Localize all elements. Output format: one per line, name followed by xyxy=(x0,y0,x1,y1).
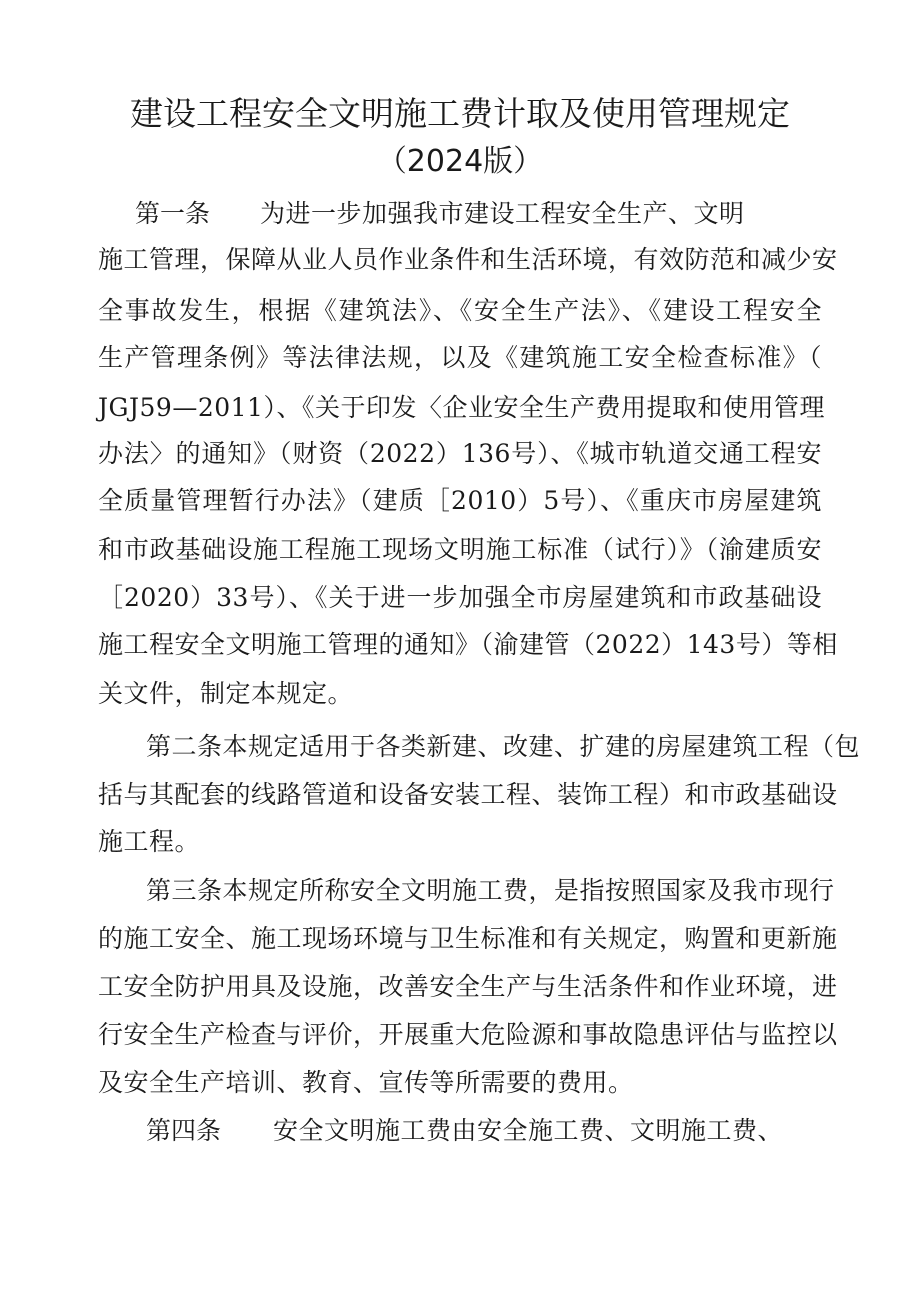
article-2-line: 括与其配套的线路管道和设备安装工程、装饰工程）和市政基础设 xyxy=(98,780,838,809)
article-1-label: 第一条 xyxy=(135,199,211,228)
article-1-line: 全质量管理暂行办法》（建质［2010）5号）、《重庆市房屋建筑 xyxy=(98,486,822,515)
article-3-line: 的施工安全、施工现场环境与卫生标准和有关规定，购置和更新施 xyxy=(98,924,838,953)
article-1-line: 施工程安全文明施工管理的通知》（渝建管（2022）143号）等相 xyxy=(98,630,838,659)
article-4-first-line: 安全文明施工费由安全施工费、文明施工费、 xyxy=(273,1116,784,1145)
article-1-line: 和市政基础设施工程施工现场文明施工标准（试行）》（渝建质安 xyxy=(98,535,822,564)
article-3-line: 行安全生产检查与评价，开展重大危险源和事故隐患评估与监控以 xyxy=(98,1020,838,1049)
article-2-line: 第二条本规定适用于各类新建、改建、扩建的房屋建筑工程（包 xyxy=(146,732,861,761)
article-3-line: 及安全生产培训、教育、宣传等所需要的费用。 xyxy=(98,1068,634,1097)
article-1-line: 关文件，制定本规定。 xyxy=(98,679,354,708)
article-1-line: JGJ59—2011）、《关于印发〈企业安全生产费用提取和使用管理 xyxy=(98,393,825,422)
article-1-line: 施工管理，保障从业人员作业条件和生活环境，有效防范和减少安 xyxy=(98,245,838,274)
article-4-label: 第四条 xyxy=(146,1116,222,1145)
article-3-line: 工安全防护用具及设施，改善安全生产与生活条件和作业环境，进 xyxy=(98,972,838,1001)
article-1-line: 办法〉的通知》（财资（2022）136号）、《城市轨道交通工程安 xyxy=(98,439,822,468)
article-1-line: 生产管理条例》等法律法规，以及《建筑施工安全检查标准》（ xyxy=(98,343,822,372)
document-subtitle: （2024版） xyxy=(376,144,544,179)
article-1-first-line: 为进一步加强我市建设工程安全生产、文明 xyxy=(260,199,745,228)
article-1-line: ［2020）33号）、《关于进一步加强全市房屋建筑和市政基础设 xyxy=(98,583,822,612)
article-1-line: 全事故发生，根据《建筑法》、《安全生产法》、《建设工程安全 xyxy=(98,296,822,325)
article-2-line: 施工程。 xyxy=(98,827,201,856)
article-3-line: 第三条本规定所称安全文明施工费，是指按照国家及我市现行 xyxy=(146,876,835,905)
document-title: 建设工程安全文明施工费计取及使用管理规定 xyxy=(130,94,790,133)
